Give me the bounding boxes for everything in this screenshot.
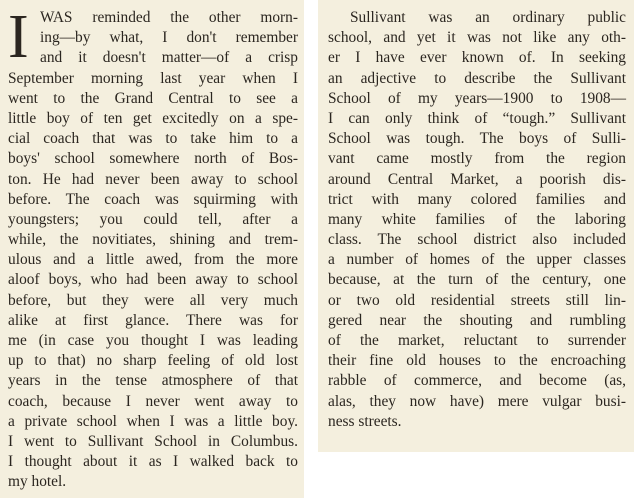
text-line: because, at the turn of the century, one (328, 271, 626, 289)
text-line: ulous and a little awed, from the more (8, 251, 298, 269)
text-line: er I have ever known of. In seeking (328, 49, 626, 67)
text-line: and it doesn't matter—of a crisp (40, 49, 298, 67)
text-line: WAS reminded the other morn- (40, 9, 298, 26)
text-line: or two old residential streets still lin- (328, 291, 626, 309)
text-line: alas, they now have) mere vulgar busi- (328, 392, 626, 410)
text-line: years in the tense atmosphere of that (8, 372, 298, 390)
text-line: little boy of ten get excitedly on a spe- (8, 109, 298, 127)
text-line: aloof boys, who had been away to school (8, 271, 298, 289)
text-line: September morning last year when I (8, 69, 298, 87)
left-text-column (0, 0, 304, 498)
right-text-column (318, 0, 634, 452)
text-line: coach, because I never went away to (8, 392, 298, 410)
text-line: of the market, reluctant to surrender (328, 332, 626, 349)
text-line: an adjective to describe the Sullivant (328, 69, 626, 87)
text-line: alike at first glance. There was for (8, 311, 298, 329)
text-line: while, the novitiates, shining and trem- (8, 231, 298, 249)
text-line: youngsters; you could tell, after a (8, 210, 298, 228)
text-line: vant came mostly from the region (328, 150, 626, 168)
text-line: many white families of the laboring (328, 210, 626, 228)
opening-paragraph (8, 3, 298, 71)
text-line: I went to Sullivant School in Columbus. (8, 432, 298, 450)
text-line: a number of homes of the upper classes (328, 251, 626, 269)
text-line: ing—by what, I don't remember (40, 29, 298, 47)
text-line: class. The school district also included (328, 231, 626, 249)
text-line: went to the Grand Central to see a (8, 89, 298, 107)
text-line: before, but they were all very much (8, 291, 298, 309)
text-line: me (in case you thought I was leading (8, 332, 298, 349)
text-line: Sullivant was an ordinary public (350, 9, 626, 26)
text-line: my hotel. (8, 473, 67, 491)
text-line: I thought about it as I walked back to (8, 453, 298, 471)
text-line: their fine old houses to the encroaching (328, 352, 626, 370)
text-line: boys' school somewhere north of Bos- (8, 150, 298, 168)
text-line: ton. He had never been away to school (8, 170, 298, 188)
text-line: a private school when I was a little boy. (8, 412, 298, 430)
text-line: trict with many colored families and (328, 190, 626, 208)
text-line: ness streets. (328, 412, 402, 430)
text-line: cial coach that was to take him to a (8, 130, 298, 148)
text-line: before. The coach was squirming with (8, 190, 298, 208)
drop-cap-letter: I (8, 3, 29, 71)
text-line: gered near the shouting and rumbling (328, 311, 626, 329)
text-line: rabble of commerce, and become (as, (328, 372, 626, 390)
text-line: up to that) no sharp feeling of old lost (8, 352, 298, 370)
text-line: School of my years—1900 to 1908— (328, 89, 626, 107)
text-line: I can only think of “tough.” Sullivant (328, 109, 626, 127)
text-line: school, and yet it was not like any oth- (328, 29, 626, 47)
text-line: School was tough. The boys of Sulli- (328, 130, 626, 148)
text-line: around Central Market, a poorish dis- (328, 170, 626, 188)
